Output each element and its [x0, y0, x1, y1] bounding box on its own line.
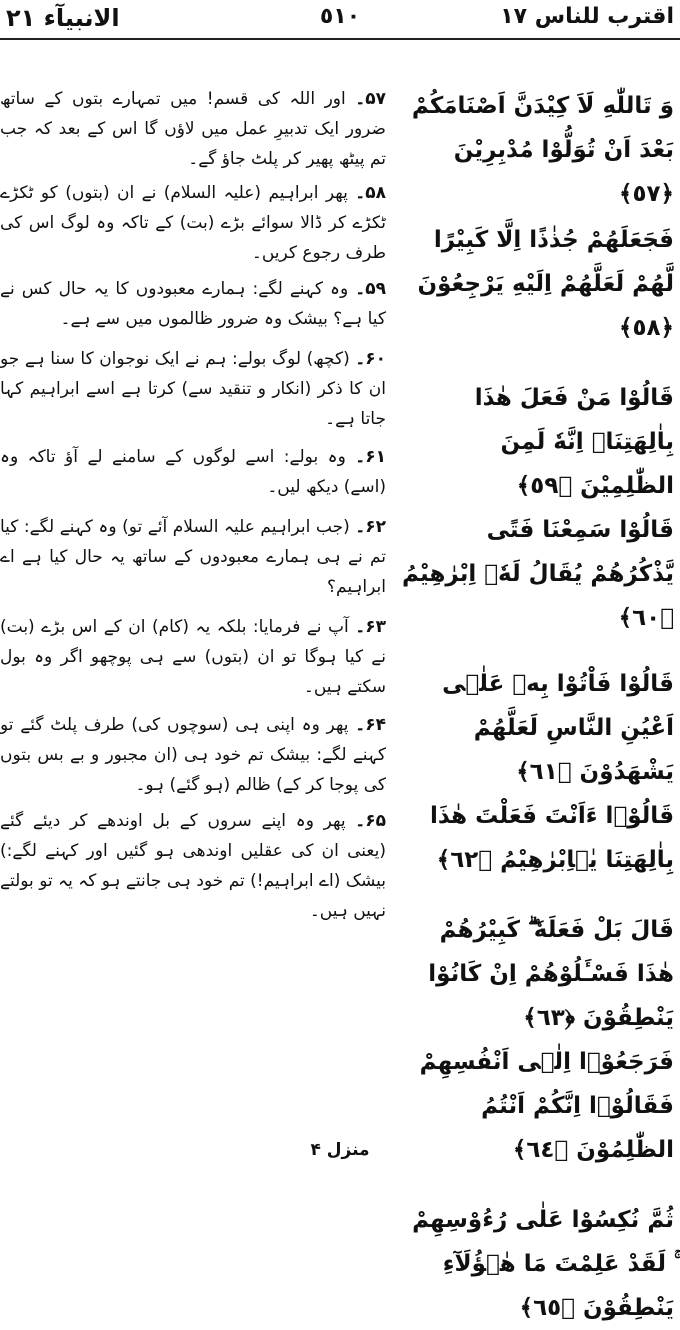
translation-text: (جب ابراہیم علیہ السلام آئے تو) وہ کہنے لگے: کیا تم نے ہی ہمارے معبودوں کے ساتھ یہ حال کیا ہے اے ابراہیم؟	[0, 517, 386, 597]
translation-text: پھر وہ اپنے سروں کے بل اوندھے کر دیئے گئے (یعنی ان کی عقلیں اوندھی ہو گئیں اور کہنے لگے:) بیشک (اے ابراہیم!) تم خود ہی جانتے ہو کہ یہ تو بولتے نہیں ہیں۔	[0, 811, 386, 921]
translation-59	[0, 274, 396, 336]
ayah-58: فَجَعَلَهُمْ جُذٰذًا اِلَّا كَبِيْرًا لَّهُمْ لَعَلَّهُمْ اِلَيْهِ يَرْجِعُوْنَ ﴿٥٨﴾	[417, 227, 674, 341]
translation-60	[0, 344, 396, 436]
verse-number: ۵۷۔	[355, 89, 386, 109]
verse-number: ۶۱۔	[355, 447, 387, 467]
translation-57	[0, 84, 396, 176]
translation-text: پھر ابراہیم (علیہ السلام) نے ان (بتوں) کو ٹکڑے ٹکڑے کر ڈالا سوائے بڑے (بت) کے تاکہ وہ لوگ اس کی طرف رجوع کریں۔	[0, 183, 386, 263]
manzil-footer: منزل ۴	[310, 1140, 370, 1160]
translation-61	[0, 442, 396, 504]
surah-title: الانبيآء ٢١	[6, 4, 120, 32]
ayah-62: قَالُوْۤا ءَاَنْتَ فَعَلْتَ هٰذَا بِاٰلِهَتِنَا يٰۤاِبْرٰهِيْمُ ﴿٦٢﴾	[430, 803, 674, 873]
page-header	[0, 0, 680, 40]
urdu-translation-column	[0, 84, 396, 928]
translation-62	[0, 512, 396, 604]
translation-65	[0, 806, 396, 928]
translation-63	[0, 612, 396, 704]
translation-58	[0, 178, 396, 270]
ayah-61: قَالُوْا فَاْتُوْا بِهٖ عَلٰۤى اَعْيُنِ النَّاسِ لَعَلَّهُمْ يَشْهَدُوْنَ ﴿٦١﴾	[442, 671, 674, 785]
ayah-63: قَالَ بَلْ فَعَلَهٗ ۖۗ كَبِيْرُهُمْ هٰذَا فَسْـَٔلُوْهُمْ اِنْ كَانُوْا يَنْطِقُوْنَ ﴿٦٣﴾	[428, 917, 674, 1031]
translation-64	[0, 710, 396, 802]
ayah-60: قَالُوْا سَمِعْنَا فَتًى يَّذْكُرُهُمْ يُقَالُ لَهٗۤ اِبْرٰهِيْمُ ﴿٦٠﴾	[402, 517, 674, 631]
ayah-57: وَ تَاللّٰهِ لَاَ كِيْدَنَّ اَصْنَامَكُمْ بَعْدَ اَنْ تُوَلُّوْا مُدْبِرِيْنَ ﴿٥٧﴾	[411, 93, 674, 207]
translation-text: (کچھ) لوگ بولے: ہم نے ایک نوجوان کا سنا ہے جو ان کا ذکر (انکار و تنقید سے) کرتا ہے اسے ابراہیم کہا جاتا ہے۔	[0, 349, 386, 429]
translation-text: وہ کہنے لگے: ہمارے معبودوں کا یہ حال کس نے کیا ہے؟ بیشک وہ ضرور ظالموں میں سے ہے۔	[0, 279, 386, 329]
ayah-59: قَالُوْا مَنْ فَعَلَ هٰذَا بِاٰلِهَتِنَاۤ اِنَّهٗ لَمِنَ الظّٰلِمِيْنَ ﴿٥٩﴾	[474, 385, 674, 499]
verse-number: ۵۸۔	[355, 183, 386, 203]
verse-number: ۵۹۔	[355, 279, 386, 299]
translation-text: اور اللہ کی قسم! میں تمہارے بتوں کے ساتھ ضرور ایک تدبیرِ عمل میں لاؤں گا اس کے بعد کہ جب تم پیٹھ پھیر کر پلٹ جاؤ گے۔	[0, 89, 386, 169]
translation-text: پھر وہ اپنی ہی (سوچوں کی) طرف پلٹ گئے تو کہنے لگے: بیشک تم خود ہی (ان مجبور و بے بس بتوں کی پوجا کر کے) ظالم (ہو گئے) ہو۔	[0, 715, 386, 795]
verse-number: ۶۰۔	[355, 349, 387, 369]
juz-title: اقترب للناس ١٧	[500, 4, 674, 29]
verse-number: ۶۵۔	[355, 811, 387, 831]
verse-number: ۶۳۔	[355, 617, 386, 637]
page-number: ٥١٠	[319, 4, 361, 29]
verse-number: ۶۴۔	[355, 715, 386, 735]
ayah-65: ثُمَّ نُكِسُوْا عَلٰى رُءُوْسِهِمْ ۚ لَقَدْ عَلِمْتَ مَا هٰۤؤُلَآءِ يَنْطِقُوْنَ ﴿٦٥﴾	[412, 1207, 674, 1321]
translation-text: آپ نے فرمایا: بلکہ یہ (کام) ان کے اس بڑے (بت) نے کیا ہوگا تو ان (بتوں) سے ہی پوچھو اگر وہ بول سکتے ہیں۔	[0, 617, 386, 697]
verse-number: ۶۲۔	[355, 517, 387, 537]
translation-text: وہ بولے: اسے لوگوں کے سامنے لے آؤ تاکہ وہ (اسے) دیکھ لیں۔	[0, 447, 386, 497]
ayah-64: فَرَجَعُوْۤا اِلٰۤى اَنْفُسِهِمْ فَقَالُوْۤا اِنَّكُمْ اَنْتُمُ الظّٰلِمُوْنَ ﴿٦٤﴾	[419, 1049, 674, 1163]
